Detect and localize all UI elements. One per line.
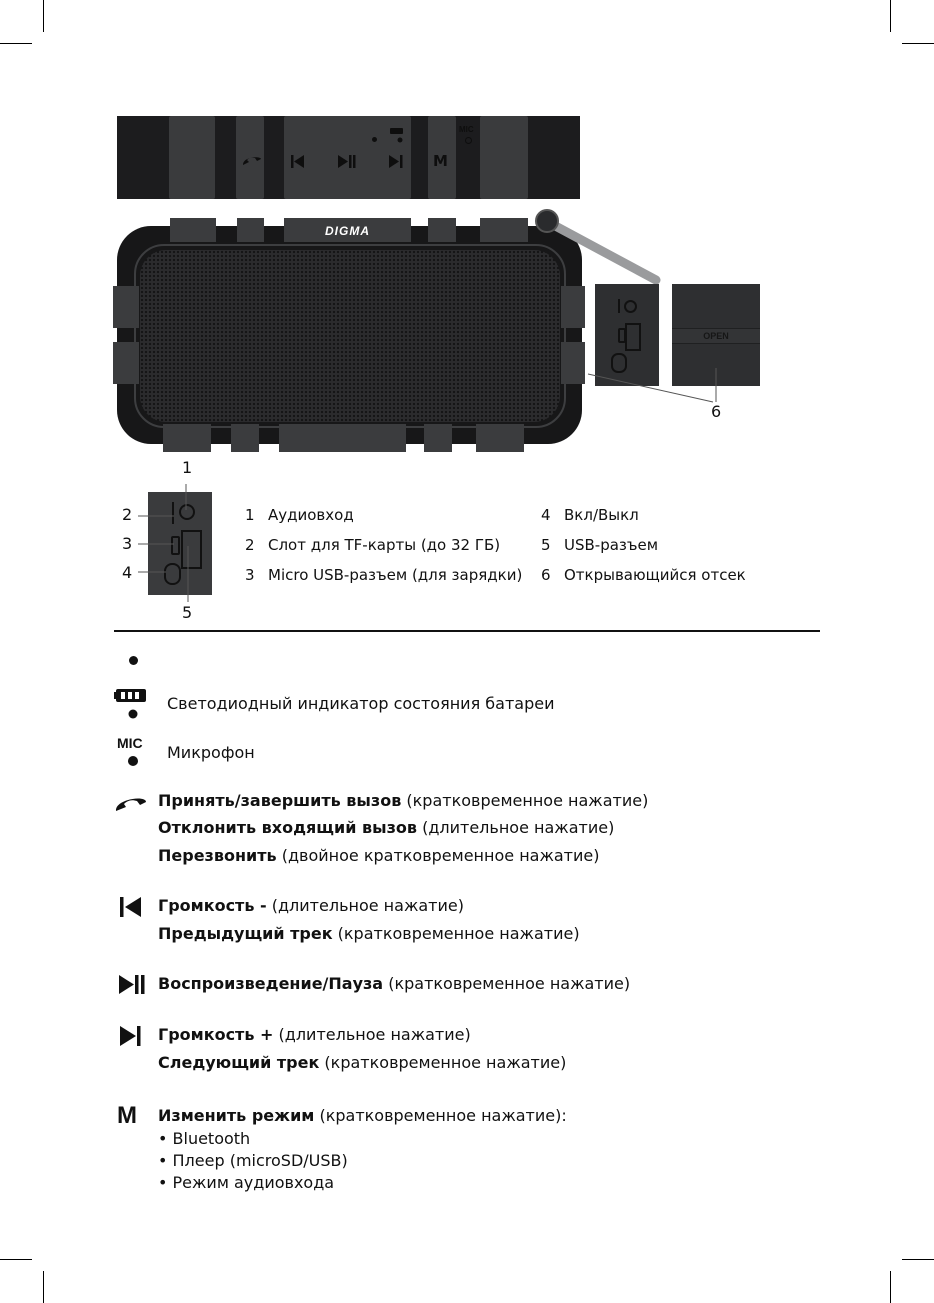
call-line	[158, 846, 599, 866]
legend-text: USB-разъем	[564, 536, 659, 554]
speaker-band	[561, 342, 585, 384]
control-name: Громкость +	[158, 1025, 274, 1044]
legend-text: Micro USB-разъем (для зарядки)	[268, 566, 523, 584]
next-line	[158, 1025, 471, 1045]
battery-led-icon	[390, 127, 404, 143]
speaker-band	[428, 218, 456, 242]
port-callout-lines	[130, 476, 200, 606]
battery-indicator-icon	[114, 688, 148, 720]
mode-option: • Режим аудиовхода	[158, 1173, 335, 1192]
brand-logo: DIGMA	[325, 224, 370, 238]
crop-mark	[902, 43, 934, 44]
speaker-band	[163, 424, 211, 452]
callout-3: 3	[122, 534, 133, 553]
usb-port-icon	[625, 323, 641, 351]
legend-item	[245, 536, 500, 554]
crop-mark	[0, 43, 32, 44]
play-pause-icon	[338, 155, 356, 168]
legend-number: 4	[541, 506, 551, 524]
call-line	[158, 818, 614, 838]
legend-number: 1	[245, 506, 255, 524]
battery-indicator-text: Светодиодный индикатор состояния батареи	[167, 694, 555, 713]
carry-strap	[534, 208, 664, 288]
open-label: OPEN	[672, 328, 760, 344]
speaker-band	[480, 218, 528, 242]
speaker-band	[476, 424, 524, 452]
callout-1: 1	[182, 458, 193, 477]
status-led-icon	[372, 137, 377, 142]
status-led-icon	[129, 656, 138, 665]
legend-text: Открывающийся отсек	[564, 566, 746, 584]
next-line	[158, 1053, 566, 1073]
control-name: Отклонить входящий вызов	[158, 818, 417, 837]
prev-track-icon	[120, 897, 142, 917]
control-name: Громкость -	[158, 896, 267, 915]
play-pause-icon	[119, 975, 145, 994]
control-detail: (двойное кратковременное нажатие)	[276, 846, 600, 865]
crop-mark	[890, 1271, 891, 1303]
tf-slot-icon	[618, 299, 620, 313]
speaker-band	[424, 424, 452, 452]
callout-2: 2	[122, 505, 133, 524]
speaker-band	[113, 342, 139, 384]
control-detail: (кратковременное нажатие)	[332, 924, 580, 943]
legend-number: 5	[541, 536, 551, 554]
speaker-band	[237, 218, 264, 242]
speaker-band	[113, 286, 139, 328]
callout-4: 4	[122, 563, 133, 582]
mic-icon-label: MIC	[117, 735, 143, 751]
next-track-icon	[120, 1026, 142, 1046]
audio-jack-icon	[624, 300, 637, 313]
speaker-band	[231, 424, 259, 452]
crop-mark	[43, 0, 44, 32]
call-line	[158, 791, 648, 811]
mode-icon: M	[117, 1102, 137, 1129]
speaker-band	[561, 286, 585, 328]
strip-band	[480, 116, 528, 199]
crop-mark	[890, 0, 891, 32]
legend-number: 6	[541, 566, 551, 584]
control-detail: (кратковременное нажатие)	[319, 1053, 567, 1072]
mic-hole-icon	[465, 137, 472, 144]
crop-mark	[43, 1271, 44, 1303]
legend-item	[541, 566, 746, 584]
legend-text: Аудиовход	[268, 506, 354, 524]
call-icon	[241, 153, 263, 167]
legend-number: 3	[245, 566, 255, 584]
control-name: Перезвонить	[158, 846, 277, 865]
control-detail: (длительное нажатие)	[266, 896, 464, 915]
callout-line-6	[585, 360, 725, 410]
control-detail: (кратковременное нажатие):	[314, 1106, 567, 1125]
speaker-band	[170, 218, 216, 242]
microphone-text: Микрофон	[167, 743, 255, 762]
call-icon	[114, 793, 148, 813]
mode-option: • Bluetooth	[158, 1129, 251, 1148]
control-name: Принять/завершить вызов	[158, 791, 402, 810]
legend-item	[245, 506, 354, 524]
speaker-band	[279, 424, 406, 452]
control-name: Воспроизведение/Пауза	[158, 974, 384, 993]
control-detail: (кратковременное нажатие)	[383, 974, 631, 993]
crop-mark	[0, 1259, 32, 1260]
section-divider	[114, 630, 820, 632]
legend-text: Вкл/Выкл	[564, 506, 639, 524]
play-line	[158, 974, 630, 994]
mode-icon: M	[433, 152, 448, 170]
legend-item	[541, 536, 658, 554]
next-track-icon	[389, 155, 403, 168]
callout-6: 6	[711, 402, 722, 421]
legend-text: Слот для TF-карты (до 32 ГБ)	[268, 536, 501, 554]
crop-mark	[902, 1259, 934, 1260]
prev-track-icon	[291, 155, 305, 168]
prev-line	[158, 924, 580, 944]
speaker-grille	[140, 250, 560, 422]
prev-line	[158, 896, 464, 916]
mode-option: • Плеер (microSD/USB)	[158, 1151, 348, 1170]
mic-label: MIC	[459, 125, 474, 134]
legend-item	[245, 566, 522, 584]
mode-line	[158, 1106, 567, 1126]
callout-5: 5	[182, 603, 193, 622]
legend-item	[541, 506, 639, 524]
legend-number: 2	[245, 536, 255, 554]
control-detail: (длительное нажатие)	[417, 818, 615, 837]
control-detail: (длительное нажатие)	[273, 1025, 471, 1044]
control-name: Предыдущий трек	[158, 924, 333, 943]
control-name: Изменить режим	[158, 1106, 315, 1125]
micro-usb-icon	[618, 328, 626, 343]
control-name: Следующий трек	[158, 1053, 320, 1072]
mic-hole-icon	[128, 756, 138, 766]
control-detail: (кратковременное нажатие)	[401, 791, 649, 810]
strip-band	[169, 116, 215, 199]
